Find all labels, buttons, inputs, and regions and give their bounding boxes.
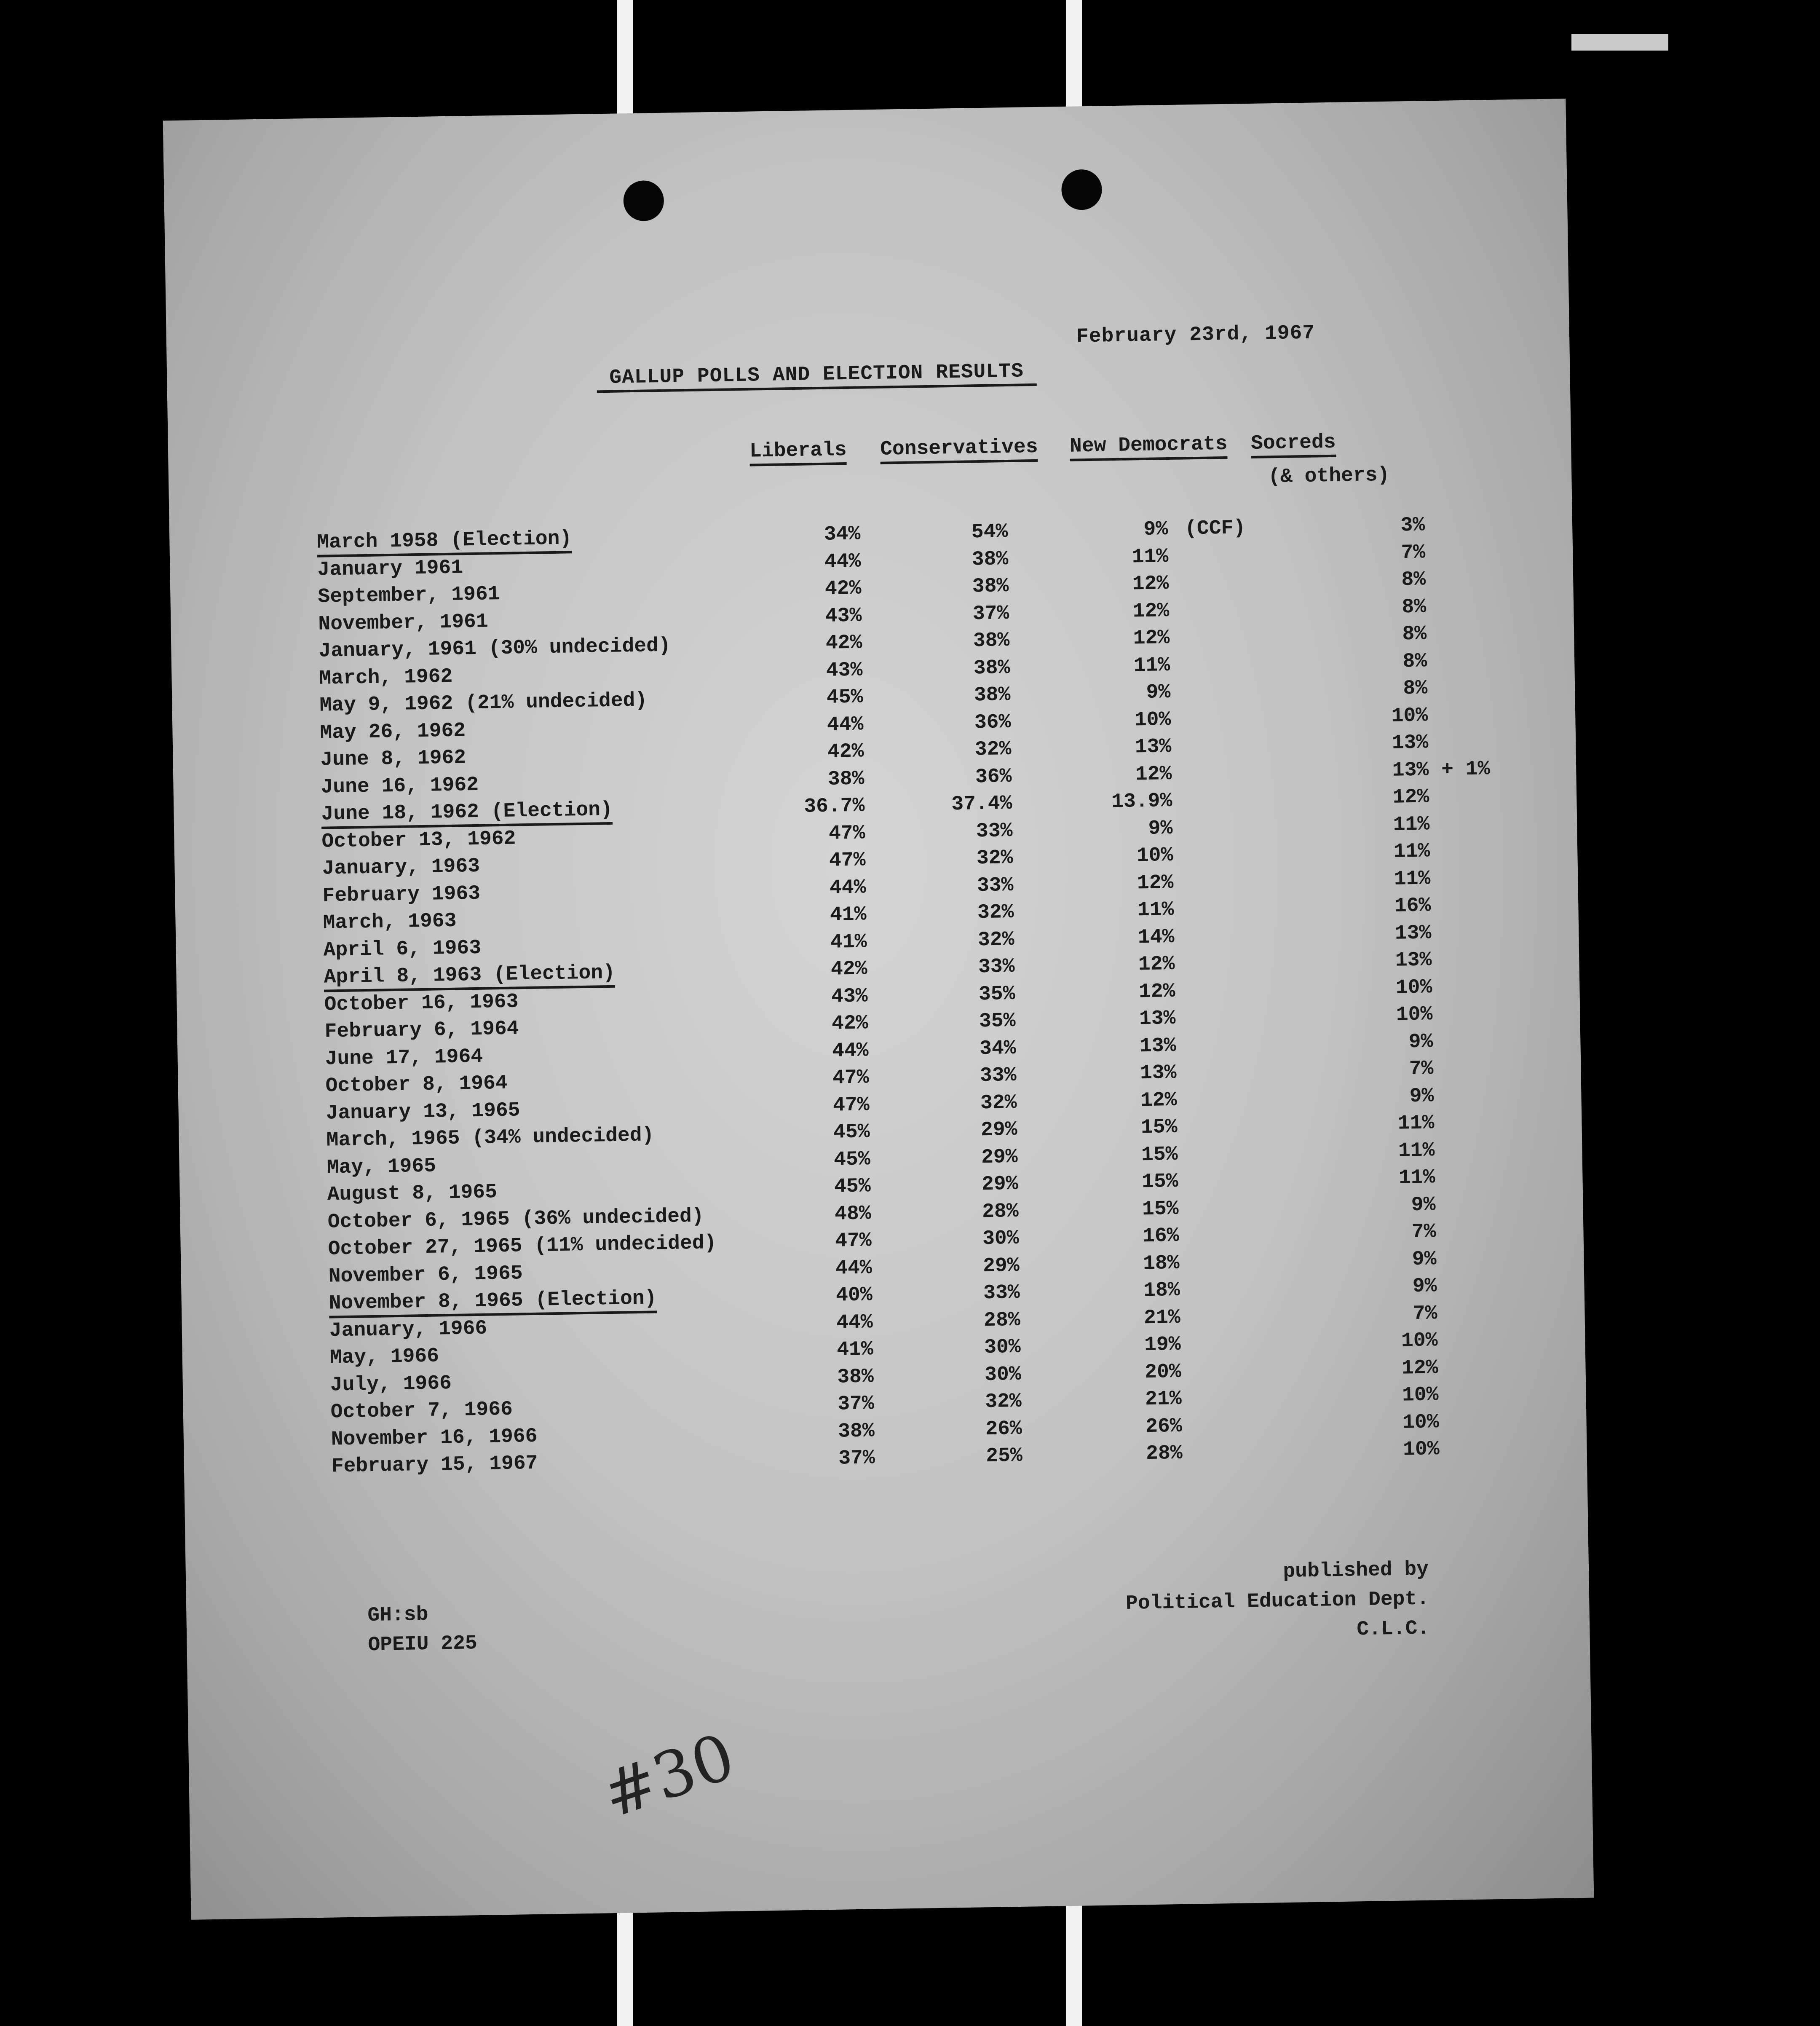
row-liberals: 44% [832,1039,869,1063]
row-socreds: 9% [1408,1030,1433,1053]
row-new-democrats: 15% [1140,1115,1178,1139]
row-date: February 1963 [322,882,481,908]
row-conservatives: 30% [982,1227,1020,1251]
row-new-democrats: 18% [1143,1252,1180,1275]
row-new-democrats: 10% [1134,708,1171,732]
row-socreds: 12% [1392,785,1429,809]
row-liberals: 44% [829,876,866,900]
row-date: August 8, 1965 [327,1181,498,1206]
punch-hole-right [1061,169,1102,210]
row-new-democrats: 9% [1143,518,1168,541]
row-socreds: 10% [1395,975,1432,1000]
row-conservatives: 38% [973,629,1010,653]
row-date: September, 1961 [318,582,500,608]
row-liberals: 47% [832,1093,870,1117]
footer-right-line: Political Education Dept. [1125,1587,1429,1615]
row-socreds: 10% [1401,1329,1438,1353]
row-liberals: 44% [824,550,861,573]
row-new-democrats: 15% [1141,1170,1178,1194]
row-conservatives: 28% [982,1200,1019,1223]
footer-left-line: OPEIU 225 [368,1632,478,1657]
row-conservatives: 32% [977,900,1014,925]
row-conservatives: 33% [977,874,1014,897]
row-liberals: 48% [834,1202,872,1226]
document-title: GALLUP POLLS AND ELECTION RESULTS [597,360,1036,393]
row-conservatives: 33% [983,1281,1020,1305]
row-new-democrats: 12% [1137,871,1174,895]
row-conservatives: 32% [985,1390,1022,1414]
column-header-liberals: Liberals [749,439,847,466]
footer-initials [367,1599,477,1660]
row-conservatives: 25% [985,1444,1023,1468]
row-liberals: 41% [836,1338,874,1361]
row-new-democrats: 13% [1139,1007,1176,1031]
row-new-democrats: 15% [1142,1197,1179,1221]
row-date: October 27, 1965 (11% undecided) [328,1232,717,1261]
row-date: January, 1963 [322,855,480,880]
row-conservatives: 37.4% [951,792,1012,816]
column-header-socreds: Socreds [1251,431,1336,458]
row-socreds: 13% [1392,731,1429,755]
row-new-democrats: 9% [1146,681,1171,704]
row-conservatives: 54% [971,520,1008,544]
row-socreds: 7% [1411,1220,1436,1244]
film-strip-bar-right-bottom [1066,1896,1082,2026]
row-conservatives: 26% [985,1417,1022,1441]
column-header-conservatives: Conservatives [880,436,1038,464]
row-conservatives: 38% [974,683,1011,707]
row-date: March, 1963 [323,909,457,935]
row-date: November, 1961 [318,610,489,636]
row-socreds-note: + 1% [1441,757,1490,781]
row-socreds: 13% [1392,758,1429,782]
punch-hole-left [623,180,664,221]
row-liberals: 43% [826,658,863,682]
row-socreds: 8% [1402,649,1427,673]
row-liberals: 45% [833,1147,871,1171]
row-new-democrats: 28% [1146,1442,1183,1466]
row-conservatives: 35% [979,1009,1016,1033]
film-strip-bar-left-bottom [617,1896,633,2026]
row-new-democrats: 13% [1139,1034,1176,1058]
row-date: July, 1966 [330,1372,452,1397]
row-date: November 16, 1966 [331,1425,538,1451]
row-new-democrats: 10% [1136,844,1173,868]
row-date: October 13, 1962 [321,827,516,853]
row-socreds: 7% [1401,541,1426,564]
row-date: November 8, 1965 (Election) [329,1287,657,1318]
row-date: May, 1965 [327,1155,436,1179]
row-date: March, 1962 [319,665,453,690]
row-date: January, 1966 [329,1317,487,1343]
row-date: January 1961 [317,556,463,582]
row-conservatives: 29% [981,1172,1018,1196]
footer-left-line: GH:sb [367,1603,428,1627]
row-liberals: 38% [827,767,864,791]
row-new-democrats: 16% [1142,1224,1179,1248]
row-conservatives: 33% [980,1064,1017,1088]
row-date: June 17, 1964 [325,1045,483,1071]
row-conservatives: 29% [980,1118,1017,1142]
row-socreds: 7% [1413,1302,1437,1325]
row-conservatives: 32% [977,928,1014,951]
row-socreds: 3% [1400,514,1425,537]
row-socreds: 9% [1411,1193,1436,1217]
row-socreds: 10% [1402,1438,1440,1461]
row-new-democrats: 14% [1138,925,1175,949]
results-table [317,514,1490,1478]
row-socreds: 8% [1402,595,1427,619]
row-date: October 7, 1966 [330,1398,513,1424]
row-new-democrats: 11% [1133,654,1170,677]
row-date: May 26, 1962 [320,719,466,745]
column-header-new-democrats: New Democrats [1070,433,1228,461]
row-new-democrats: 12% [1138,980,1175,1003]
row-new-democrats: 13.9% [1111,789,1172,814]
row-liberals: 40% [835,1284,873,1307]
row-date: May 9, 1962 (21% undecided) [319,689,648,717]
row-liberals: 37% [838,1447,875,1470]
row-new-democrats: 13% [1135,735,1172,759]
row-new-democrats: 19% [1144,1333,1181,1357]
row-liberals: 47% [829,849,866,872]
footer-publisher [1125,1555,1429,1648]
row-liberals: 42% [824,577,862,600]
row-liberals: 47% [835,1229,872,1253]
row-socreds: 11% [1398,1139,1435,1163]
row-date: November 6, 1965 [328,1262,523,1288]
row-new-democrats: 11% [1137,898,1174,922]
row-new-democrats: 21% [1143,1306,1180,1329]
row-socreds: 8% [1402,622,1427,646]
footer-right-line: C.L.C. [1357,1617,1430,1641]
row-socreds: 11% [1393,812,1430,836]
row-liberals: 45% [834,1175,871,1198]
row-socreds: 8% [1401,568,1426,592]
row-socreds: 16% [1394,894,1431,918]
row-new-democrats: 15% [1141,1143,1178,1166]
row-date: October 16, 1963 [324,990,519,1016]
row-liberals: 42% [825,631,862,655]
row-socreds: 13% [1394,921,1432,945]
film-edge-mark [1571,34,1668,51]
row-socreds: 10% [1402,1410,1439,1434]
row-conservatives: 38% [972,575,1009,598]
row-conservatives: 33% [978,955,1015,979]
row-liberals: 38% [838,1419,875,1443]
row-conservatives: 32% [980,1091,1017,1115]
row-new-democrats: 26% [1145,1415,1183,1438]
row-socreds: 9% [1412,1275,1437,1298]
row-conservatives: 36% [974,710,1011,734]
row-liberals: 45% [833,1120,870,1144]
row-liberals: 37% [837,1392,875,1416]
row-socreds: 11% [1394,867,1431,891]
row-conservatives: 30% [984,1335,1021,1359]
row-conservatives: 32% [976,846,1013,870]
row-new-democrats: 12% [1138,952,1175,976]
row-date: March 1958 (Election) [317,527,572,557]
row-new-democrats: 12% [1133,627,1170,650]
row-socreds: 9% [1412,1247,1437,1271]
row-new-democrats: 12% [1132,572,1169,596]
row-liberals: 41% [830,903,867,927]
footer-right-line: published by [1283,1558,1429,1584]
row-conservatives: 34% [979,1037,1016,1060]
row-date: January, 1961 (30% undecided) [318,634,671,663]
row-liberals: 44% [827,713,864,737]
row-conservatives: 36% [975,765,1012,788]
row-socreds: 10% [1396,1003,1433,1026]
row-new-democrats: 18% [1143,1278,1180,1302]
row-date: October 8, 1964 [325,1072,508,1098]
row-new-democrats: 12% [1135,762,1172,786]
row-conservatives: 35% [978,982,1015,1006]
row-date: June 8, 1962 [320,746,466,772]
row-liberals: 42% [830,957,867,981]
row-liberals: 44% [835,1256,873,1280]
row-new-democrats: 12% [1140,1088,1177,1112]
row-date: January 13, 1965 [326,1099,520,1125]
row-socreds: 10% [1391,704,1428,728]
row-new-democrats-note: (CCF) [1184,517,1246,541]
row-conservatives: 38% [973,656,1010,680]
row-date: April 6, 1963 [323,936,482,962]
row-liberals: 44% [836,1310,873,1335]
row-date: February 6, 1964 [324,1017,519,1043]
row-conservatives: 38% [972,547,1009,571]
row-socreds: 11% [1398,1166,1435,1190]
row-socreds: 10% [1402,1383,1439,1407]
row-conservatives: 29% [982,1254,1020,1278]
row-socreds: 11% [1397,1112,1435,1135]
row-new-democrats: 11% [1132,545,1169,568]
row-socreds: 12% [1401,1356,1438,1380]
handwritten-number: #30 [593,1720,744,1833]
row-date: June 18, 1962 (Election) [321,799,613,829]
row-new-democrats: 20% [1144,1360,1182,1384]
row-conservatives: 29% [981,1145,1018,1169]
row-date: June 16, 1962 [321,773,479,799]
column-subheader-others: (& others) [1268,464,1390,489]
row-socreds: 7% [1409,1057,1434,1081]
row-new-democrats: 13% [1140,1061,1177,1085]
row-conservatives: 30% [984,1363,1022,1386]
row-socreds: 8% [1403,677,1428,700]
row-liberals: 47% [828,821,865,845]
row-liberals: 34% [824,523,861,546]
document-page [163,99,1594,1920]
row-liberals: 45% [826,686,863,709]
document-date: February 23rd, 1967 [1076,322,1315,348]
row-date: February 15, 1967 [331,1452,538,1478]
row-date: October 6, 1965 (36% undecided) [327,1205,704,1234]
row-date: March, 1965 (34% undecided) [326,1124,654,1152]
row-conservatives: 28% [983,1308,1021,1332]
row-conservatives: 33% [976,819,1013,843]
row-new-democrats: 21% [1145,1387,1182,1411]
row-socreds: 13% [1395,949,1432,972]
row-date: May, 1966 [329,1345,439,1369]
row-liberals: 41% [830,930,867,954]
row-liberals: 36.7% [803,794,865,818]
row-socreds: 9% [1409,1084,1434,1108]
row-conservatives: 37% [972,602,1009,625]
row-liberals: 42% [831,1012,868,1035]
row-new-democrats: 9% [1148,817,1173,840]
row-date: April 8, 1963 (Election) [324,962,615,992]
row-liberals: 43% [831,984,868,1008]
row-conservatives: 32% [974,737,1012,761]
row-liberals: 47% [832,1066,869,1090]
row-liberals: 43% [825,604,862,628]
row-liberals: 42% [827,740,864,764]
row-new-democrats: 12% [1132,599,1170,623]
row-liberals: 38% [837,1365,874,1389]
row-socreds: 11% [1393,840,1430,863]
